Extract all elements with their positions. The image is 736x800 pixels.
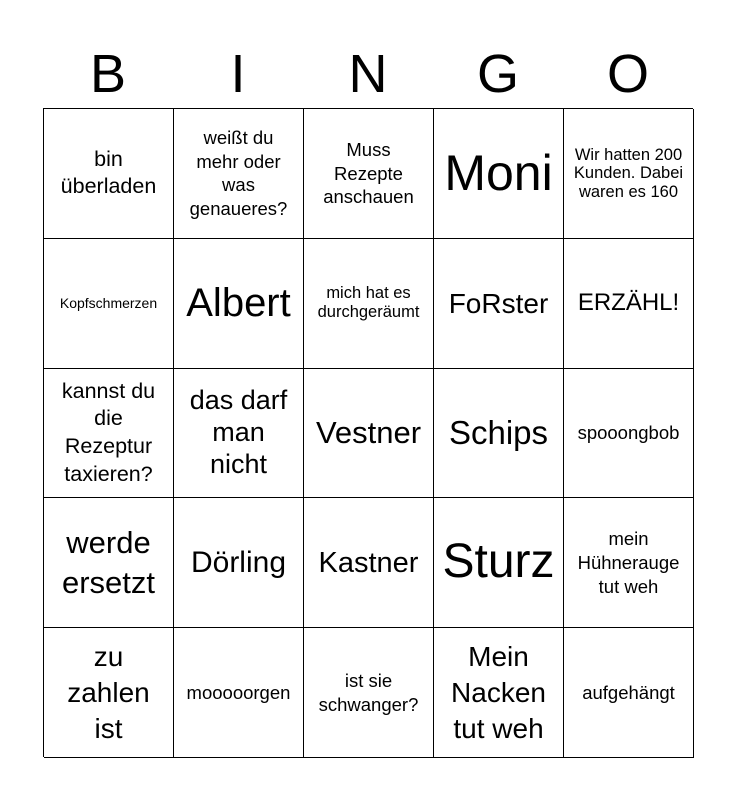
bingo-cell-r5c4[interactable]: Mein Nacken tut weh (434, 628, 564, 758)
bingo-cell-r1c2[interactable]: weißt du mehr oder was genaueres? (174, 109, 304, 239)
bingo-cell-r3c4[interactable]: Schips (434, 369, 564, 499)
bingo-cell-r1c5[interactable]: Wir hatten 200 Kunden. Dabei waren es 160 (564, 109, 694, 239)
bingo-cell-r3c1[interactable]: kannst du die Rezeptur taxieren? (44, 369, 174, 499)
bingo-cell-r2c4[interactable]: FoRster (434, 239, 564, 369)
bingo-cell-r3c5[interactable]: spooongbob (564, 369, 694, 499)
bingo-cell-r1c3[interactable]: Muss Rezepte anschauen (304, 109, 434, 239)
header-letter-o: O (606, 44, 649, 104)
bingo-cell-r1c4[interactable]: Moni (434, 109, 564, 239)
bingo-cell-r1c1[interactable]: bin überladen (44, 109, 174, 239)
bingo-cell-r4c4[interactable]: Sturz (434, 498, 564, 628)
bingo-header (43, 40, 693, 108)
header-letter-n: N (348, 44, 388, 104)
bingo-board (43, 108, 693, 757)
header-letter-i: I (230, 44, 246, 104)
header-letter-g: G (476, 44, 519, 104)
bingo-cell-r2c3[interactable]: mich hat es durchgeräumt (304, 239, 434, 369)
header-letter-b: B (89, 44, 127, 104)
bingo-cell-r4c1[interactable]: werde ersetzt (44, 498, 174, 628)
bingo-cell-r4c5[interactable]: mein Hühnerauge tut weh (564, 498, 694, 628)
bingo-cell-r3c3[interactable]: Vestner (304, 369, 434, 499)
bingo-cell-r2c2[interactable]: Albert (174, 239, 304, 369)
bingo-cell-r2c5[interactable]: ERZÄHL! (564, 239, 694, 369)
bingo-cell-r5c2[interactable]: mooooorgen (174, 628, 304, 758)
bingo-cell-r5c1[interactable]: zu zahlen ist (44, 628, 174, 758)
bingo-cell-r4c2[interactable]: Dörling (174, 498, 304, 628)
bingo-cell-r5c3[interactable]: ist sie schwanger? (304, 628, 434, 758)
bingo-cell-r5c5[interactable]: aufgehängt (564, 628, 694, 758)
bingo-cell-r4c3[interactable]: Kastner (304, 498, 434, 628)
bingo-cell-r3c2[interactable]: das darf man nicht (174, 369, 304, 499)
bingo-cell-r2c1[interactable]: Kopfschmerzen (44, 239, 174, 369)
